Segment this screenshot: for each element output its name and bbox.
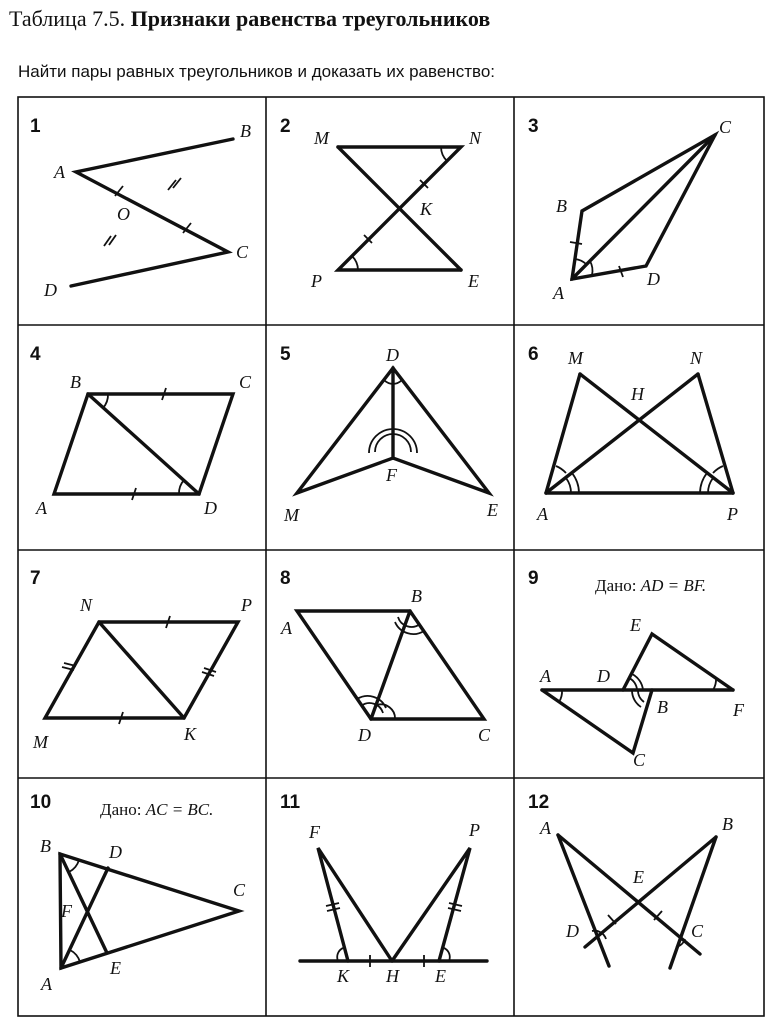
table-grid bbox=[18, 97, 764, 1016]
point-label: M bbox=[314, 128, 329, 148]
figure-7 bbox=[30, 568, 252, 752]
point-label: F bbox=[309, 822, 320, 842]
given-condition: Дано: AD = BF. bbox=[595, 576, 707, 595]
point-label: C bbox=[691, 921, 704, 941]
point-label: A bbox=[41, 974, 52, 994]
table-title: Признаки равенства треугольников bbox=[130, 6, 491, 31]
point-label: B bbox=[556, 196, 567, 216]
point-label: B bbox=[722, 814, 733, 834]
point-label: E bbox=[468, 271, 479, 291]
point-label: P bbox=[727, 504, 738, 524]
point-label: D bbox=[204, 498, 217, 518]
point-label: E bbox=[487, 500, 498, 520]
point-label: A bbox=[281, 618, 292, 638]
figure-6 bbox=[528, 344, 738, 524]
figure-number: 8 bbox=[280, 568, 291, 589]
point-label: D bbox=[386, 345, 399, 365]
point-label: B bbox=[240, 121, 251, 141]
point-label: N bbox=[690, 348, 703, 368]
point-label: D bbox=[566, 921, 579, 941]
point-label: C bbox=[236, 242, 249, 262]
table-number: Таблица 7.5. bbox=[9, 6, 126, 31]
figure-12 bbox=[528, 792, 733, 968]
point-label: M bbox=[284, 505, 299, 525]
point-label: E bbox=[630, 615, 641, 635]
figure-11 bbox=[280, 792, 487, 986]
point-label: D bbox=[647, 269, 660, 289]
instruction-text: Найти пары равных треугольников и доказать их равенство: bbox=[18, 62, 495, 81]
point-label: P bbox=[241, 595, 252, 615]
figure-number: 10 bbox=[30, 792, 52, 813]
point-label: B bbox=[657, 697, 668, 717]
given-condition: Дано: AC = BC. bbox=[100, 800, 214, 819]
point-label: F bbox=[386, 465, 397, 485]
point-label: C bbox=[233, 880, 246, 900]
point-label: D bbox=[597, 666, 610, 686]
point-label: E bbox=[435, 966, 446, 986]
point-label: K bbox=[184, 724, 197, 744]
point-label: O bbox=[117, 204, 130, 224]
figure-number: 3 bbox=[528, 116, 539, 137]
point-label: D bbox=[358, 725, 371, 745]
point-label: E bbox=[633, 867, 644, 887]
figure-number: 9 bbox=[528, 568, 539, 589]
figure-1 bbox=[30, 116, 251, 300]
point-label: C bbox=[478, 725, 491, 745]
figure-number: 4 bbox=[30, 344, 41, 365]
point-label: D bbox=[44, 280, 57, 300]
point-label: E bbox=[110, 958, 121, 978]
point-label: A bbox=[537, 504, 548, 524]
point-label: F bbox=[61, 901, 72, 921]
figure-10 bbox=[30, 792, 246, 994]
figure-number: 12 bbox=[528, 792, 550, 813]
point-label: B bbox=[411, 586, 422, 606]
point-label: A bbox=[540, 818, 551, 838]
point-label: H bbox=[386, 966, 399, 986]
point-label: A bbox=[553, 283, 564, 303]
figure-5 bbox=[280, 344, 498, 525]
point-label: A bbox=[36, 498, 47, 518]
point-label: C bbox=[719, 117, 732, 137]
figure-number: 5 bbox=[280, 344, 291, 365]
point-label: B bbox=[70, 372, 81, 392]
point-label: K bbox=[420, 199, 433, 219]
point-label: P bbox=[469, 820, 480, 840]
point-label: H bbox=[631, 384, 644, 404]
point-label: K bbox=[337, 966, 350, 986]
point-label: P bbox=[311, 271, 322, 291]
point-label: C bbox=[239, 372, 252, 392]
point-label: F bbox=[733, 700, 744, 720]
figure-8 bbox=[280, 568, 491, 745]
figure-number: 6 bbox=[528, 344, 539, 365]
point-label: B bbox=[40, 836, 51, 856]
point-label: C bbox=[633, 750, 646, 770]
figure-number: 11 bbox=[280, 792, 301, 813]
figure-number: 7 bbox=[30, 568, 41, 589]
point-label: N bbox=[80, 595, 93, 615]
figure-2 bbox=[280, 116, 482, 291]
point-label: D bbox=[109, 842, 122, 862]
figure-3 bbox=[528, 116, 732, 303]
figure-9 bbox=[528, 568, 745, 770]
point-label: M bbox=[568, 348, 583, 368]
point-label: N bbox=[469, 128, 482, 148]
point-label: A bbox=[540, 666, 551, 686]
point-label: A bbox=[54, 162, 65, 182]
figure-4 bbox=[30, 344, 252, 518]
point-label: M bbox=[33, 732, 48, 752]
figure-number: 2 bbox=[280, 116, 291, 137]
figure-number: 1 bbox=[30, 116, 41, 137]
